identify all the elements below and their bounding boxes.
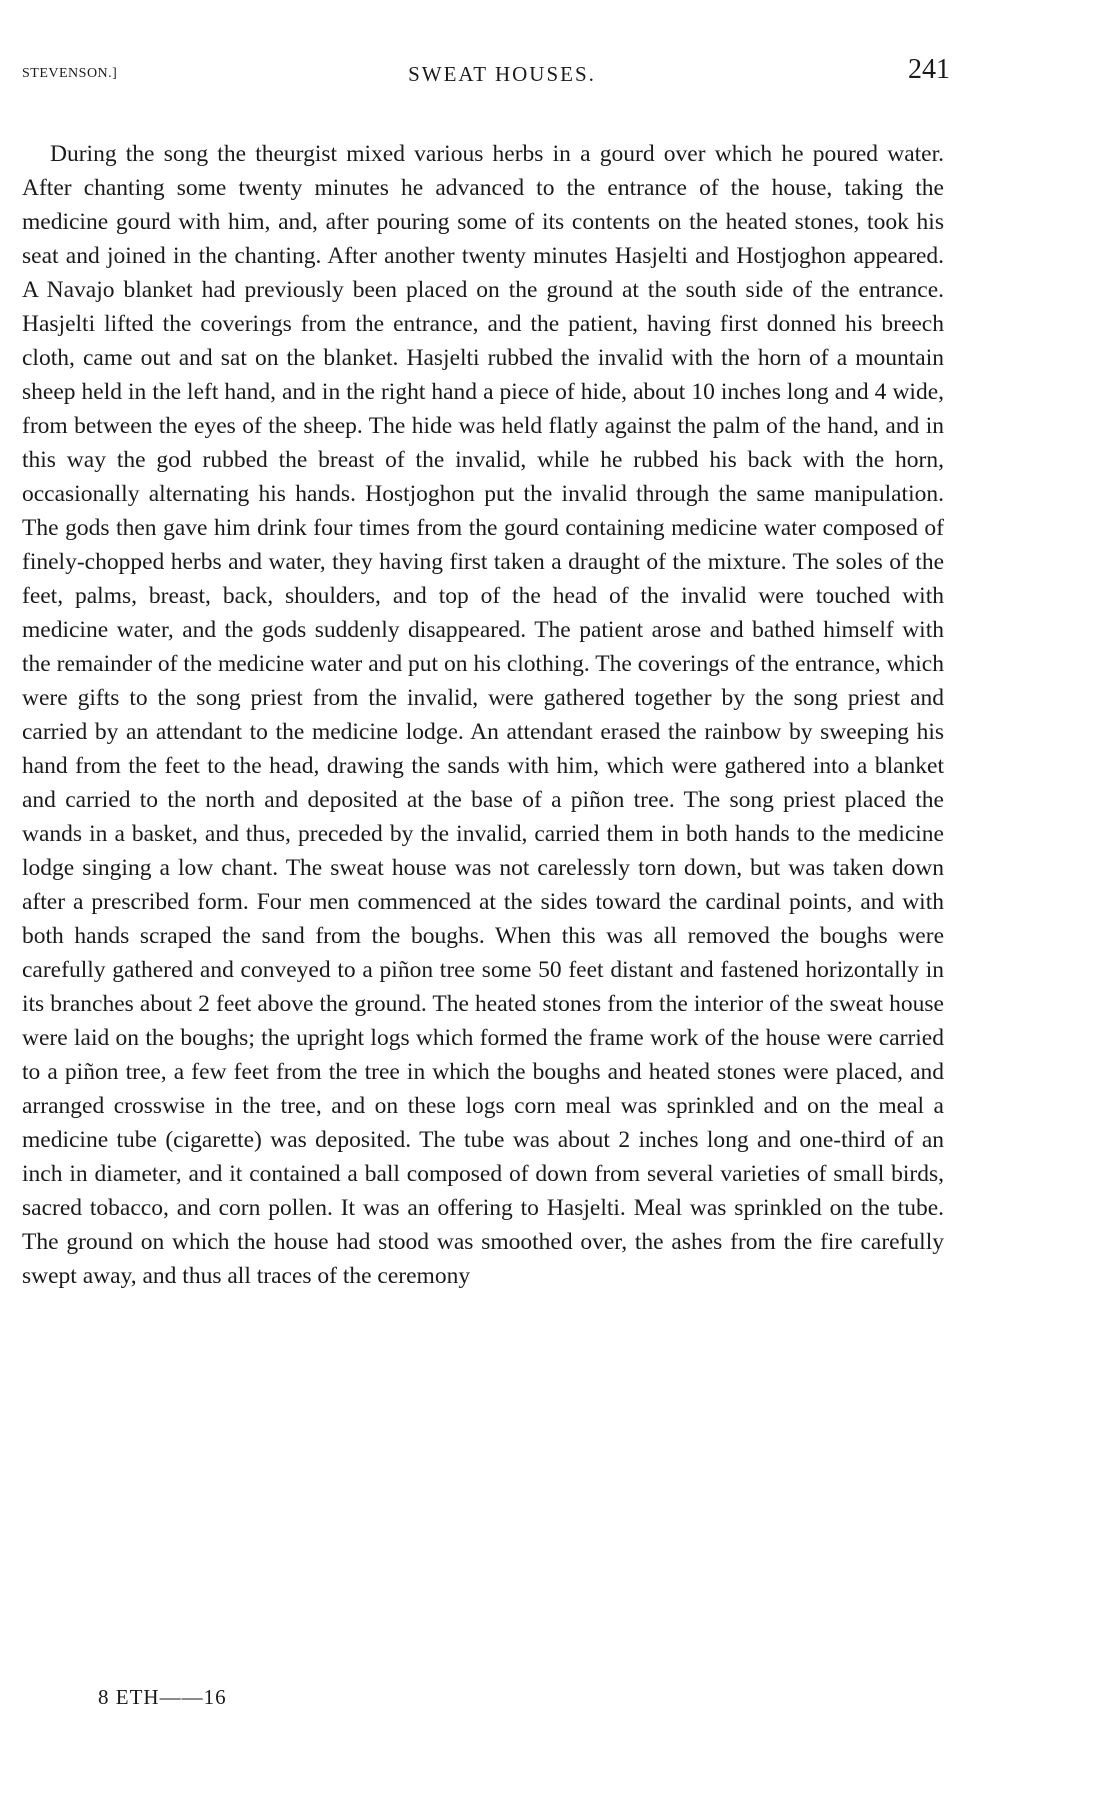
signature-mark: 8 ETH——16 xyxy=(98,1685,227,1709)
section-title: SWEAT HOUSES. xyxy=(408,62,596,86)
body-paragraph: During the song the theurgist mixed various herbs in a gourd over which he poured water. After chanting some twenty minutes he advanced to the entrance of the house, taking the medicine gourd with him, and, after pouring some of its contents on the heated stones, took his seat and joined in the chanting. After another twenty minutes Hasjelti and Hostjoghon appeared. A Navajo blanket had previously been placed on the ground at the south side of the entrance. Hasjelti lifted the coverings from the entrance, and the patient, having first donned his breech cloth, came out and sat on the blanket. Hasjelti rubbed the invalid with the horn of a mountain sheep held in the left hand, and in the right hand a piece of hide, about 10 inches long and 4 wide, from between the eyes of the sheep. The hide was held flatly against the palm of the hand, and in this way the god rubbed the breast of the invalid, while he rubbed his back with the horn, occasionally alternating his hands. Hostjoghon put the invalid through the same manipulation. The gods then gave him drink four times from the gourd containing medicine water composed of finely-chopped herbs and water, they having first taken a draught of the mixture. The soles of the feet, palms, breast, back, shoulders, and top of the head of the invalid were touched with medicine water, and the gods suddenly disappeared. The patient arose and bathed himself with the remainder of the medicine water and put on his clothing. The coverings of the entrance, which were gifts to the song priest from the invalid, were gathered together by the song priest and carried by an attendant to the medicine lodge. An attendant erased the rainbow by sweeping his hand from the feet to the head, drawing the sands with him, which were gathered into a blanket and carried to the north and deposited at the base of a piñon tree. The song priest placed the wands in a basket, and thus, preceded by the invalid, carried them in both hands to the medicine lodge singing a low chant. The sweat house was not carelessly torn down, but was taken down after a prescribed form. Four men commenced at the sides toward the cardinal points, and with both hands scraped the sand from the boughs. When this was all removed the boughs were carefully gathered and conveyed to a piñon tree some 50 feet distant and fastened horizontally in its branches about 2 feet above the ground. The heated stones from the interior of the sweat house were laid on the boughs; the upright logs which formed the frame work of the house were carried to a piñon tree, a few feet from the tree in which the boughs and heated stones were placed, and arranged crosswise in the tree, and on these logs corn meal was sprinkled and on the meal a medicine tube (cigarette) was deposited. The tube was about 2 inches long and one-third of an inch in diameter, and it contained a ball composed of down from several varieties of small birds, sacred tobacco, and corn pollen. It was an offering to Hasjelti. Meal was sprinkled on the tube. The ground on which the house had stood was smoothed over, the ashes from the fire carefully swept away, and thus all traces of the ceremony xyxy=(22,140,944,1289)
page-number: 241 xyxy=(908,54,950,85)
running-head xyxy=(22,50,1120,94)
author-running-head: STEVENSON.] xyxy=(22,66,118,81)
